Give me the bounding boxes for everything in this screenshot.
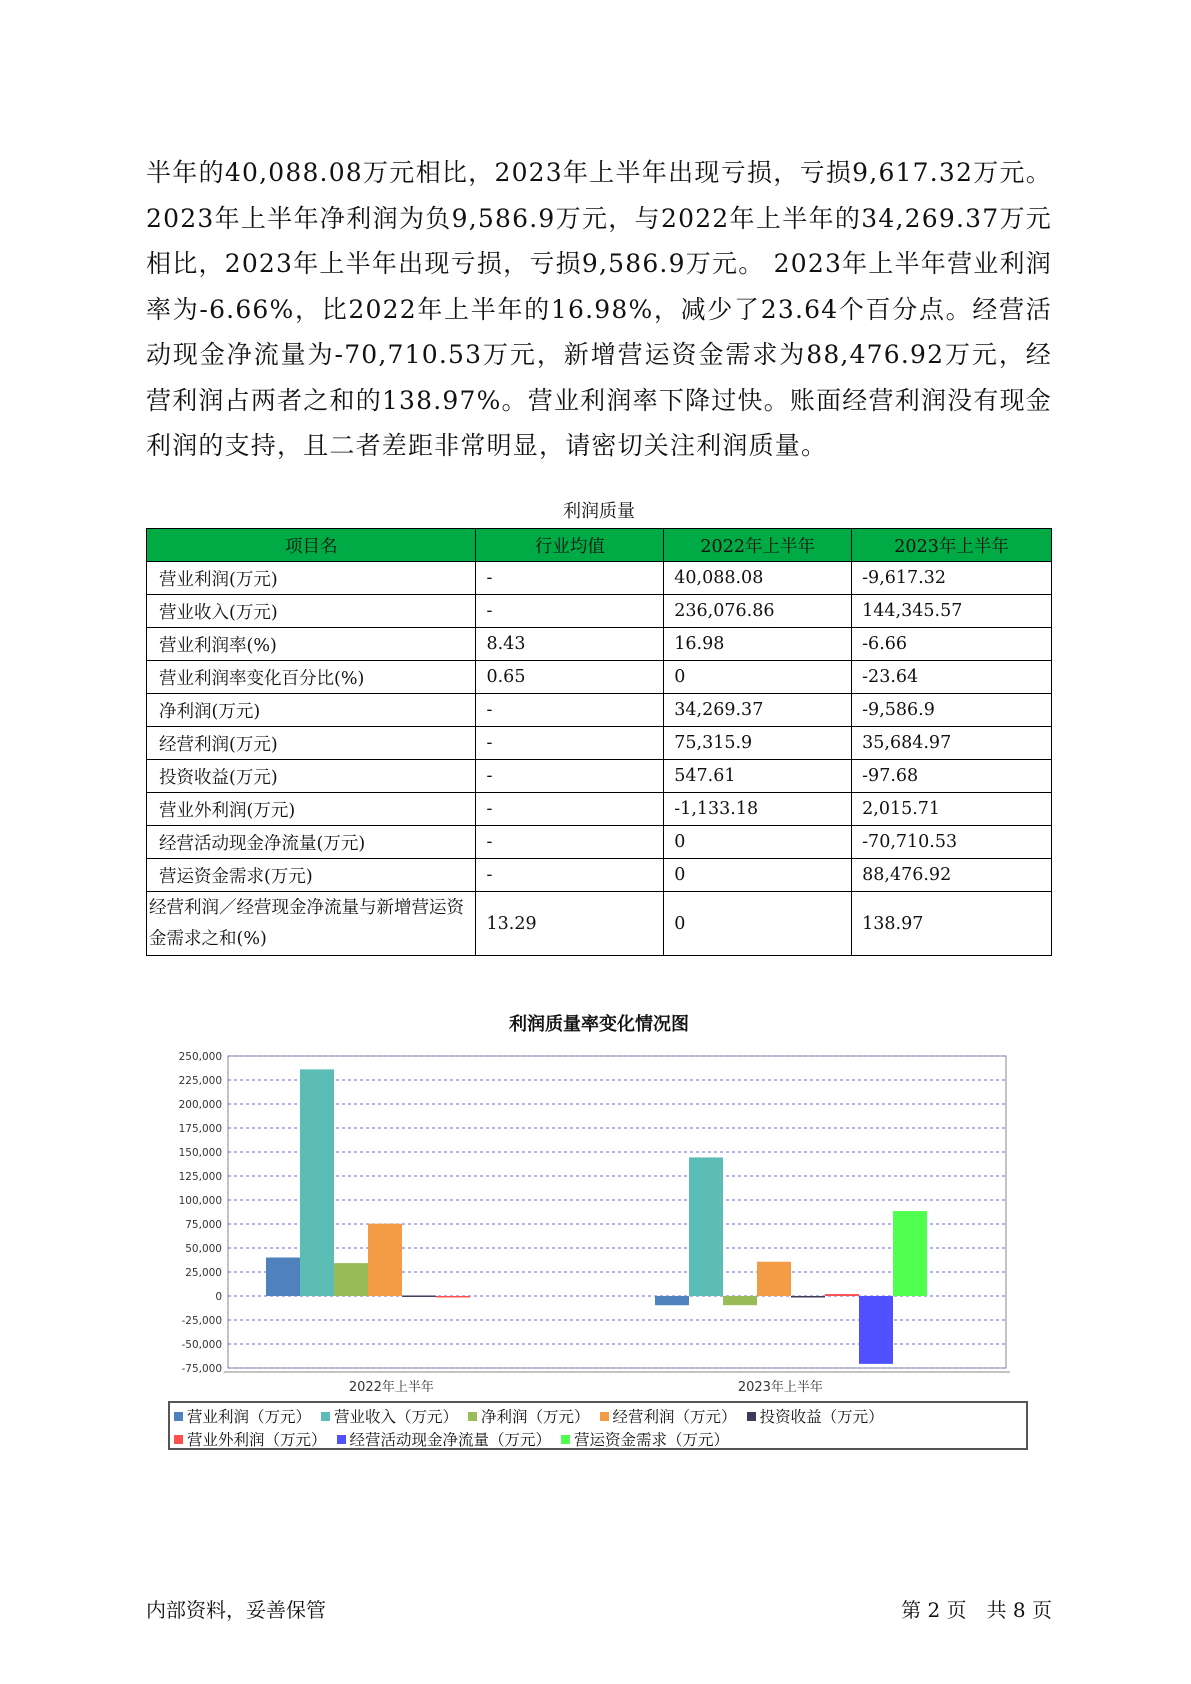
table-row [147,727,1052,760]
table-cell: -97.68 [852,760,1052,793]
table-row [147,793,1052,826]
y-tick-label: 0 [215,1291,222,1303]
header-industry-avg: 行业均值 [476,529,664,562]
y-tick-label: 150,000 [178,1147,222,1159]
page-number: 第 2 页 共 8 页 [901,1598,1052,1622]
legend-item [337,1429,552,1452]
header-2022h1: 2022年上半年 [664,529,852,562]
table-cell: 8.43 [476,628,664,661]
bar [300,1069,334,1296]
chart-legend [168,1401,1028,1450]
table-cell: 88,476.92 [852,859,1052,892]
table-cell: 经营利润／经营现金净流量与新增营运资金需求之和(%) [147,892,476,956]
y-tick-label: -25,000 [181,1315,222,1327]
table-cell: - [476,760,664,793]
y-tick-label: 75,000 [185,1219,222,1231]
table-cell: -23.64 [852,661,1052,694]
table-cell: 0.65 [476,661,664,694]
legend-swatch [174,1435,183,1444]
bar [655,1296,689,1305]
table-cell: -1,133.18 [664,793,852,826]
table-cell: 营业收入(万元) [147,595,476,628]
bar [893,1211,927,1296]
legend-label: 营业利润（万元） [187,1408,312,1426]
table-cell: - [476,727,664,760]
legend-swatch [468,1412,477,1421]
header-2023h1: 2023年上半年 [852,529,1052,562]
bar-chart [146,1040,1052,1398]
table-cell: -70,710.53 [852,826,1052,859]
table-cell: 0 [664,826,852,859]
table-cell: 营运资金需求(万元) [147,859,476,892]
legend-label: 经营活动现金净流量（万元） [349,1431,552,1449]
legend-item [468,1406,590,1429]
legend-swatch [337,1435,346,1444]
table-cell: 0 [664,859,852,892]
table-cell: -6.66 [852,628,1052,661]
y-tick-label: 100,000 [178,1195,222,1207]
table-cell: 35,684.97 [852,727,1052,760]
table-cell: - [476,595,664,628]
legend-swatch [600,1412,609,1421]
bar [689,1157,723,1296]
legend-label: 营业收入（万元） [334,1408,459,1426]
chart-title: 利润质量率变化情况图 [509,1014,689,1035]
table-row [147,826,1052,859]
legend-item [321,1406,458,1429]
table-cell: 经营活动现金净流量(万元) [147,826,476,859]
bar [723,1296,757,1305]
bar [402,1295,436,1297]
bar [334,1263,368,1296]
legend-swatch [561,1435,570,1444]
y-tick-label: -50,000 [181,1339,222,1351]
table-cell: 2,015.71 [852,793,1052,826]
table-cell: 营业利润率(%) [147,628,476,661]
table-cell: 投资收益(万元) [147,760,476,793]
table-row [147,760,1052,793]
table-cell: 13.29 [476,892,664,956]
legend-swatch [174,1412,183,1421]
x-tick-label: 2022年上半年 [348,1380,434,1395]
table-row [147,562,1052,595]
table-cell: - [476,859,664,892]
table-cell: - [476,793,664,826]
table-header-row [147,529,1052,562]
legend-item [600,1406,737,1429]
analysis-paragraph: 半年的40,088.08万元相比，2023年上半年出现亏损，亏损9,617.32万元。2023年上半年净利润为负9,586.9万元，与2022年上半年的34,269.37万元相比，2023年上半年出现亏损，亏损9,586.9万元。 2023年上半年营业利润率为-6.66%，比2022年上半年的16.98%，减少了23.64个百分点。经营活动现金净流量为-70,710.53万元，新增营运资金需求为88,476.92万元，经营利润占两者之和的138.97%。营业利润率下降过快。账面经营利润没有现金利润的支持，且二者差距非常明显，请密切关注利润质量。 [146,158,1052,460]
table-row [147,595,1052,628]
table-cell: - [476,562,664,595]
legend-item [747,1406,884,1429]
table-cell: 经营利润(万元) [147,727,476,760]
legend-swatch [321,1412,330,1421]
footer-note: 内部资料，妥善保管 [146,1598,326,1622]
table-cell: 547.61 [664,760,852,793]
legend-label: 营业外利润（万元） [187,1431,327,1449]
legend-label: 营运资金需求（万元） [574,1431,730,1449]
table-cell: 营业外利润(万元) [147,793,476,826]
bar [791,1296,825,1298]
bar [825,1294,859,1296]
y-tick-label: 250,000 [178,1051,222,1063]
table-row [147,628,1052,661]
bar [859,1296,893,1364]
legend-label: 净利润（万元） [481,1408,590,1426]
bar [757,1262,791,1296]
legend-swatch [747,1412,756,1421]
table-cell: 40,088.08 [664,562,852,595]
y-tick-label: 225,000 [178,1075,222,1087]
table-cell: 144,345.57 [852,595,1052,628]
bar [266,1258,300,1296]
table-row [147,661,1052,694]
bar [436,1296,470,1298]
table-cell: 75,315.9 [664,727,852,760]
table-cell: 34,269.37 [664,694,852,727]
table-row [147,892,1052,956]
table-cell: -9,617.32 [852,562,1052,595]
table-caption: 利润质量 [563,501,635,522]
legend-item [174,1406,311,1429]
y-tick-label: 200,000 [178,1099,222,1111]
table-cell: 营业利润(万元) [147,562,476,595]
y-tick-label: 175,000 [178,1123,222,1135]
table-cell: 0 [664,661,852,694]
y-tick-label: -75,000 [181,1363,222,1375]
table-cell: 0 [664,892,852,956]
table-row [147,694,1052,727]
table-row [147,859,1052,892]
table-cell: 16.98 [664,628,852,661]
x-tick-label: 2023年上半年 [737,1380,823,1395]
table-cell: - [476,826,664,859]
legend-item [174,1429,327,1452]
y-tick-label: 25,000 [185,1267,222,1279]
legend-label: 经营利润（万元） [612,1408,737,1426]
y-tick-label: 50,000 [185,1243,222,1255]
header-item-name: 项目名 [147,529,476,562]
table-cell: 138.97 [852,892,1052,956]
table-cell: 236,076.86 [664,595,852,628]
table-cell: -9,586.9 [852,694,1052,727]
table-cell: 净利润(万元) [147,694,476,727]
bar [368,1224,402,1296]
table-cell: 营业利润率变化百分比(%) [147,661,476,694]
y-tick-label: 125,000 [178,1171,222,1183]
table-cell: - [476,694,664,727]
profit-quality-table [146,528,1052,956]
legend-item [561,1429,729,1452]
legend-label: 投资收益（万元） [759,1408,884,1426]
